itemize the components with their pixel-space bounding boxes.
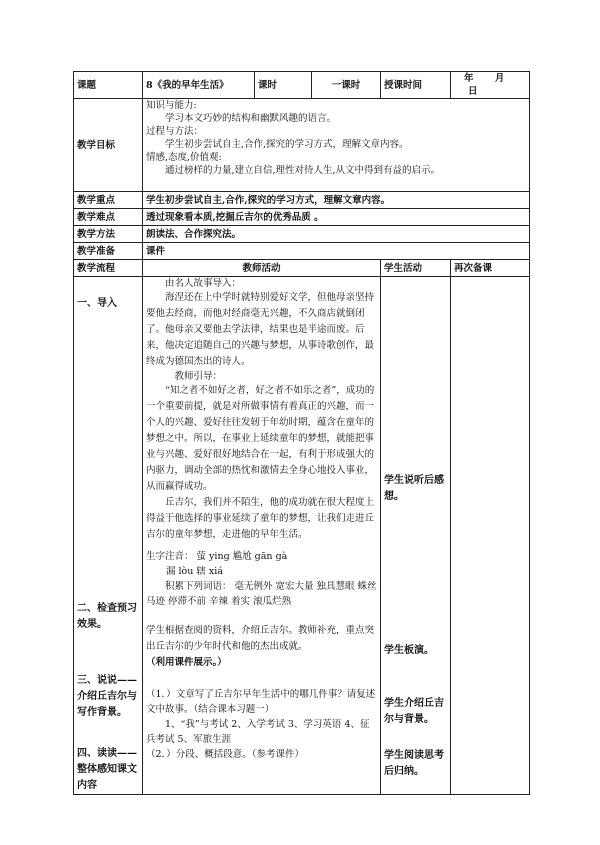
teacher-paragraph: 丘吉尔，我们并不陌生，他的成功就在很大程度上得益于他选择的事业延续了童年的梦想，让我们走进丘吉尔的童年梦想，走进他的早年生活。 bbox=[146, 497, 375, 540]
difficulties-row bbox=[74, 209, 530, 226]
student-activity: 学生介绍丘吉尔与背景。 bbox=[384, 698, 444, 725]
section-title: 四、读读——整体感知课文内容 bbox=[77, 748, 137, 791]
teacher-paragraph: （2．）分段、概括段意。（参考课件） bbox=[146, 749, 305, 760]
methods-label: 教学方法 bbox=[74, 226, 143, 243]
teacher-paragraph: 学生根据查阅的资料，介绍丘吉尔。教师补充，重点突出丘吉尔的少年时代和他的杰出成就。 bbox=[146, 625, 375, 652]
section-title: 三、说说——介绍丘吉尔与写作背景。 bbox=[77, 675, 137, 718]
student-activity-column bbox=[381, 277, 451, 795]
course-title: 8《我的早年生活》 bbox=[143, 72, 255, 99]
difficulties-label: 教学难点 bbox=[74, 209, 143, 226]
objectives-row bbox=[74, 99, 530, 192]
header-row bbox=[74, 72, 530, 99]
student-header: 学生活动 bbox=[381, 260, 451, 277]
objective-line: 知识与能力: bbox=[146, 100, 197, 111]
methods-row bbox=[74, 226, 530, 243]
day-label: 日 bbox=[468, 86, 478, 97]
notes-header: 再次备课 bbox=[451, 260, 530, 277]
section-teacher-background bbox=[146, 623, 377, 671]
section-teacher-intro bbox=[146, 277, 377, 543]
flow-header: 教学流程 bbox=[74, 260, 143, 277]
preparation-row bbox=[74, 243, 530, 260]
objectives-label: 教学目标 bbox=[74, 99, 143, 192]
date-fields bbox=[451, 72, 530, 99]
preparation-label: 教学准备 bbox=[74, 243, 143, 260]
section-teacher-preview bbox=[146, 549, 377, 609]
process-header-row bbox=[74, 260, 530, 277]
teacher-paragraph: 由名人故事导入： bbox=[165, 278, 242, 289]
teacher-paragraph: 海涅还在上中学时就特别爱好文学，但他母亲坚持要他去经商，而他对经商毫无兴趣，不久商店就倒闭了。他母亲又要他去学法律，结果也是半途而废。后来，他决定追随自己的兴趣与梦想，从事诗歌创作，最终成为德国杰出的诗人。 bbox=[146, 292, 375, 367]
objective-line: 学生初步尝试自主,合作,探究的学习方式，理解文章内容。 bbox=[165, 139, 409, 150]
month-label: 月 bbox=[494, 73, 505, 84]
teacher-paragraph: 积累下列词语： 毫无例外 宽宏大量 独具慧眼 蛛丝马迹 停滞不前 辛辣 着实 滚瓜烂熟 bbox=[146, 581, 377, 607]
key-points-value: 学生初步尝试自主,合作,探究的学习方式，理解文章内容。 bbox=[143, 192, 530, 209]
hours-label: 课时 bbox=[255, 72, 312, 99]
objective-line: 过程与方法： bbox=[146, 126, 204, 137]
objective-line: 通过榜样的力量,建立自信,理性对待人生,从文中得到有益的启示。 bbox=[165, 165, 441, 176]
student-activity: 学生说听后感想。 bbox=[384, 475, 444, 502]
teacher-header: 教师活动 bbox=[143, 260, 381, 277]
objectives-content bbox=[143, 99, 530, 192]
student-activity: 学生板演。 bbox=[384, 645, 434, 656]
year-label: 年 bbox=[464, 73, 474, 84]
teacher-paragraph: （利用课件展示。） bbox=[146, 657, 227, 668]
course-label: 课题 bbox=[74, 72, 143, 99]
section-teacher-reading bbox=[146, 687, 377, 762]
teacher-paragraph: （1．）文章写了丘吉尔早年生活中的哪几件事？请复述文中故事。（结合课本习题一） bbox=[146, 689, 376, 715]
objective-line: 学习本文巧妙的结构和幽默风趣的语言。 bbox=[165, 113, 337, 124]
notes-column bbox=[451, 277, 530, 795]
difficulties-value: 透过现象看本质,挖掘丘吉尔的优秀品质 。 bbox=[143, 209, 530, 226]
methods-value: 朗读法、合作探究法。 bbox=[143, 226, 530, 243]
section-title: 二、检查预习效果。 bbox=[77, 603, 137, 630]
teacher-paragraph: 生字注音： 萤 ying 尴尬 gān gà bbox=[146, 551, 288, 562]
preparation-value: 课件 bbox=[143, 243, 530, 260]
objective-line: 情感,态度,价值观: bbox=[146, 152, 222, 163]
process-body-row bbox=[74, 277, 530, 795]
hours-value: 一课时 bbox=[312, 72, 381, 99]
teacher-paragraph: 1、“我”与考试 2、入学考试 3、学习英语 4、征兵考试 5、军旅生涯 bbox=[146, 719, 370, 745]
teacher-paragraph: “知之者不如好之者，好之者不如乐之者”，成功的一个重要前提，就是对所做事情有着真正的兴趣，而一个人的兴趣、爱好往往发轫于年幼时期，蕴含在童年的梦想之中。所以，在事业上延续童年的梦想，就能把事业与兴趣、爱好很好地结合在一起，有利于形成强大的内驱力，调动全部的热忱和激情去全身心地投入事业，从而赢得成功。 bbox=[146, 385, 375, 492]
flow-column bbox=[74, 277, 143, 795]
date-label: 授课时间 bbox=[381, 72, 451, 99]
key-points-label: 教学重点 bbox=[74, 192, 143, 209]
key-points-row bbox=[74, 192, 530, 209]
teacher-paragraph: 漏 lòu 辖 xiá bbox=[166, 566, 223, 577]
lesson-plan-table bbox=[73, 71, 530, 795]
section-title: 一、导入 bbox=[77, 298, 117, 309]
teacher-paragraph: 教师引导： bbox=[174, 371, 223, 382]
teacher-activity-column bbox=[143, 277, 381, 795]
student-activity: 学生阅读思考后归纳。 bbox=[384, 750, 444, 777]
